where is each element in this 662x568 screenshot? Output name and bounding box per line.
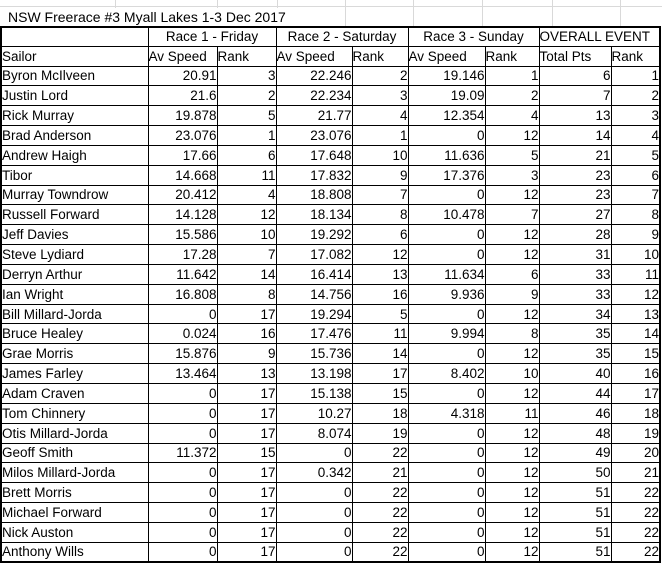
race3-rank-cell[interactable]: 12 <box>485 384 539 404</box>
sailor-column-header[interactable]: Sailor <box>1 46 148 66</box>
overall-rank-cell[interactable]: 22 <box>611 542 660 562</box>
race2-rank-cell[interactable]: 22 <box>352 443 408 463</box>
gridline-vertical <box>620 0 621 26</box>
race1-rank-cell[interactable]: 4 <box>217 185 276 205</box>
total-pts-cell[interactable]: 7 <box>539 86 611 106</box>
race2-rank-cell[interactable]: 2 <box>352 66 408 86</box>
total-pts-cell[interactable]: 23 <box>539 185 611 205</box>
total-pts-cell[interactable]: 21 <box>539 145 611 165</box>
race3-rank-cell[interactable]: 3 <box>485 165 539 185</box>
race1-rank-cell[interactable]: 17 <box>217 542 276 562</box>
race1-av-speed-header[interactable]: Av Speed <box>148 46 217 66</box>
gridline-horizontal <box>0 6 662 7</box>
race1-rank-cell[interactable]: 17 <box>217 503 276 523</box>
race1-rank-cell[interactable]: 17 <box>217 384 276 404</box>
race2-av-speed-cell[interactable]: 8.074 <box>276 423 352 443</box>
race1-av-speed-cell[interactable]: 0 <box>148 403 217 423</box>
table-row <box>1 304 660 324</box>
race2-av-speed-cell[interactable]: 15.736 <box>276 344 352 364</box>
gridline-vertical <box>413 0 414 26</box>
overall-rank-cell[interactable]: 21 <box>611 463 660 483</box>
overall-rank-cell[interactable]: 15 <box>611 344 660 364</box>
race2-av-speed-cell[interactable]: 21.77 <box>276 106 352 126</box>
overall-rank-cell[interactable]: 3 <box>611 106 660 126</box>
table-row <box>1 165 660 185</box>
race-header-row <box>1 27 660 46</box>
race2-av-speed-cell[interactable]: 23.076 <box>276 126 352 146</box>
overall-rank-cell[interactable]: 1 <box>611 66 660 86</box>
race1-av-speed-cell[interactable]: 15.876 <box>148 344 217 364</box>
race2-header-cell[interactable]: Race 2 - Saturday <box>276 27 408 46</box>
race2-rank-cell[interactable]: 14 <box>352 344 408 364</box>
total-pts-cell[interactable]: 31 <box>539 245 611 265</box>
race3-rank-cell[interactable]: 12 <box>485 463 539 483</box>
sailor-name-cell[interactable]: Tom Chinnery <box>1 403 148 423</box>
race2-rank-cell[interactable]: 1 <box>352 126 408 146</box>
race2-av-speed-cell[interactable]: 0 <box>276 542 352 562</box>
race1-av-speed-cell[interactable]: 20.91 <box>148 66 217 86</box>
race1-av-speed-cell[interactable]: 21.6 <box>148 86 217 106</box>
race3-av-speed-cell[interactable]: 0 <box>408 245 485 265</box>
race2-rank-cell[interactable]: 17 <box>352 364 408 384</box>
column-header-row <box>1 46 660 66</box>
overall-rank-cell[interactable]: 7 <box>611 185 660 205</box>
race2-av-speed-cell[interactable]: 0 <box>276 503 352 523</box>
race2-av-speed-cell[interactable]: 19.294 <box>276 304 352 324</box>
race1-av-speed-cell[interactable]: 17.66 <box>148 145 217 165</box>
total-pts-cell[interactable]: 44 <box>539 384 611 404</box>
race2-rank-cell[interactable]: 19 <box>352 423 408 443</box>
sailor-name-cell[interactable]: Nick Auston <box>1 522 148 542</box>
results-table <box>0 26 661 563</box>
total-pts-cell[interactable]: 51 <box>539 503 611 523</box>
sailor-name-cell[interactable]: Rick Murray <box>1 106 148 126</box>
overall-rank-cell[interactable]: 18 <box>611 403 660 423</box>
race3-rank-cell[interactable]: 11 <box>485 403 539 423</box>
total-pts-cell[interactable]: 51 <box>539 483 611 503</box>
race1-av-speed-cell[interactable]: 0 <box>148 463 217 483</box>
race2-rank-cell[interactable]: 22 <box>352 542 408 562</box>
race3-rank-cell[interactable]: 7 <box>485 205 539 225</box>
race3-rank-cell[interactable]: 12 <box>485 423 539 443</box>
race3-av-speed-cell[interactable]: 19.146 <box>408 66 485 86</box>
table-row <box>1 245 660 265</box>
total-pts-cell[interactable]: 40 <box>539 364 611 384</box>
race1-av-speed-cell[interactable]: 16.808 <box>148 284 217 304</box>
total-pts-cell[interactable]: 35 <box>539 344 611 364</box>
race3-rank-cell[interactable]: 2 <box>485 86 539 106</box>
table-row <box>1 86 660 106</box>
table-row <box>1 66 660 86</box>
race3-av-speed-cell[interactable]: 19.09 <box>408 86 485 106</box>
gridline-vertical <box>345 0 346 26</box>
race1-rank-cell[interactable]: 17 <box>217 463 276 483</box>
table-row <box>1 403 660 423</box>
race1-av-speed-cell[interactable]: 23.076 <box>148 126 217 146</box>
total-pts-cell[interactable]: 14 <box>539 126 611 146</box>
race3-rank-cell[interactable]: 1 <box>485 66 539 86</box>
race1-rank-cell[interactable]: 13 <box>217 364 276 384</box>
race3-av-speed-cell[interactable]: 9.994 <box>408 324 485 344</box>
race2-av-speed-cell[interactable]: 18.134 <box>276 205 352 225</box>
total-pts-cell[interactable]: 50 <box>539 463 611 483</box>
total-pts-cell[interactable]: 6 <box>539 66 611 86</box>
sailor-name-cell[interactable]: Grae Morris <box>1 344 148 364</box>
race1-rank-cell[interactable]: 16 <box>217 324 276 344</box>
race3-av-speed-cell[interactable]: 0 <box>408 126 485 146</box>
race3-av-speed-cell[interactable]: 0 <box>408 503 485 523</box>
race1-rank-cell[interactable]: 1 <box>217 126 276 146</box>
race1-av-speed-cell[interactable]: 0 <box>148 423 217 443</box>
overall-rank-cell[interactable]: 6 <box>611 165 660 185</box>
overall-rank-cell[interactable]: 8 <box>611 205 660 225</box>
race1-rank-cell[interactable]: 9 <box>217 344 276 364</box>
overall-rank-column-header[interactable]: Rank <box>611 46 660 66</box>
race1-av-speed-cell[interactable]: 17.28 <box>148 245 217 265</box>
overall-rank-cell[interactable]: 20 <box>611 443 660 463</box>
results-tbody <box>1 66 660 562</box>
race3-rank-cell[interactable]: 4 <box>485 106 539 126</box>
race1-header-cell[interactable]: Race 1 - Friday <box>148 27 276 46</box>
race2-av-speed-cell[interactable]: 18.808 <box>276 185 352 205</box>
table-row <box>1 126 660 146</box>
sailor-name-cell[interactable]: Justin Lord <box>1 86 148 106</box>
race1-av-speed-cell[interactable]: 19.878 <box>148 106 217 126</box>
sailor-name-cell[interactable]: Geoff Smith <box>1 443 148 463</box>
total-pts-cell[interactable]: 35 <box>539 324 611 344</box>
race1-av-speed-cell[interactable]: 11.372 <box>148 443 217 463</box>
race2-rank-cell[interactable]: 7 <box>352 185 408 205</box>
sailor-name-cell[interactable]: Brett Morris <box>1 483 148 503</box>
race2-rank-cell[interactable]: 9 <box>352 165 408 185</box>
sailor-name-cell[interactable]: Murray Towndrow <box>1 185 148 205</box>
race2-av-speed-cell[interactable]: 15.138 <box>276 384 352 404</box>
sailor-name-cell[interactable]: Andrew Haigh <box>1 145 148 165</box>
table-row <box>1 145 660 165</box>
race3-rank-cell[interactable]: 12 <box>485 542 539 562</box>
race2-rank-cell[interactable]: 8 <box>352 205 408 225</box>
sheet-title[interactable]: NSW Freerace #3 Myall Lakes 1-3 Dec 2017 <box>1 8 292 26</box>
table-row <box>1 503 660 523</box>
race2-av-speed-cell[interactable]: 17.832 <box>276 165 352 185</box>
race1-rank-header[interactable]: Rank <box>217 46 276 66</box>
race2-av-speed-cell[interactable]: 0 <box>276 522 352 542</box>
race1-rank-cell[interactable]: 17 <box>217 423 276 443</box>
race2-rank-cell[interactable]: 22 <box>352 522 408 542</box>
race3-av-speed-cell[interactable]: 0 <box>408 185 485 205</box>
race3-rank-cell[interactable]: 5 <box>485 145 539 165</box>
overall-rank-cell[interactable]: 19 <box>611 423 660 443</box>
race3-rank-cell[interactable]: 12 <box>485 245 539 265</box>
overall-rank-cell[interactable]: 10 <box>611 245 660 265</box>
race1-av-speed-cell[interactable]: 0 <box>148 384 217 404</box>
race3-rank-cell[interactable]: 10 <box>485 364 539 384</box>
race3-av-speed-cell[interactable]: 0 <box>408 463 485 483</box>
race3-av-speed-cell[interactable]: 0 <box>408 344 485 364</box>
table-row <box>1 443 660 463</box>
race3-rank-cell[interactable]: 12 <box>485 483 539 503</box>
race2-av-speed-cell[interactable]: 0.342 <box>276 463 352 483</box>
race1-av-speed-cell[interactable]: 13.464 <box>148 364 217 384</box>
race3-rank-cell[interactable]: 8 <box>485 324 539 344</box>
race2-rank-cell[interactable]: 3 <box>352 86 408 106</box>
table-row <box>1 463 660 483</box>
empty-corner-cell[interactable] <box>1 27 148 46</box>
race2-av-speed-cell[interactable]: 0 <box>276 443 352 463</box>
sailor-name-cell[interactable]: Russell Forward <box>1 205 148 225</box>
race3-av-speed-cell[interactable]: 11.634 <box>408 264 485 284</box>
race3-av-speed-cell[interactable]: 4.318 <box>408 403 485 423</box>
race3-av-speed-cell[interactable]: 10.478 <box>408 205 485 225</box>
race3-av-speed-cell[interactable]: 11.636 <box>408 145 485 165</box>
race3-av-speed-cell[interactable]: 17.376 <box>408 165 485 185</box>
race3-rank-cell[interactable]: 12 <box>485 225 539 245</box>
race2-av-speed-cell[interactable]: 17.648 <box>276 145 352 165</box>
race1-av-speed-cell[interactable]: 0.024 <box>148 324 217 344</box>
race3-rank-cell[interactable]: 9 <box>485 284 539 304</box>
race1-av-speed-cell[interactable]: 11.642 <box>148 264 217 284</box>
race1-av-speed-cell[interactable]: 0 <box>148 542 217 562</box>
gridline-vertical <box>482 0 483 26</box>
overall-event-header-cell[interactable]: OVERALL EVENT <box>539 27 660 46</box>
overall-rank-cell[interactable]: 17 <box>611 384 660 404</box>
total-pts-cell[interactable]: 23 <box>539 165 611 185</box>
race3-rank-cell[interactable]: 12 <box>485 503 539 523</box>
race1-rank-cell[interactable]: 7 <box>217 245 276 265</box>
sailor-name-cell[interactable]: Otis Millard-Jorda <box>1 423 148 443</box>
race2-av-speed-cell[interactable]: 13.198 <box>276 364 352 384</box>
table-row <box>1 364 660 384</box>
sailor-name-cell[interactable]: Byron McIlveen <box>1 66 148 86</box>
race1-rank-cell[interactable]: 8 <box>217 284 276 304</box>
overall-rank-cell[interactable]: 22 <box>611 522 660 542</box>
race2-rank-header[interactable]: Rank <box>352 46 408 66</box>
sailor-name-cell[interactable]: Michael Forward <box>1 503 148 523</box>
race2-av-speed-cell[interactable]: 17.082 <box>276 245 352 265</box>
race3-av-speed-cell[interactable]: 0 <box>408 225 485 245</box>
total-pts-cell[interactable]: 48 <box>539 423 611 443</box>
race1-rank-cell[interactable]: 17 <box>217 304 276 324</box>
sailor-name-cell[interactable]: Bill Millard-Jorda <box>1 304 148 324</box>
sailor-name-cell[interactable]: Anthony Wills <box>1 542 148 562</box>
gridline-vertical <box>552 0 553 26</box>
total-pts-cell[interactable]: 33 <box>539 284 611 304</box>
race2-av-speed-cell[interactable]: 0 <box>276 483 352 503</box>
race3-rank-cell[interactable]: 12 <box>485 185 539 205</box>
race3-rank-cell[interactable]: 12 <box>485 126 539 146</box>
table-row <box>1 185 660 205</box>
race3-rank-header[interactable]: Rank <box>485 46 539 66</box>
total-pts-cell[interactable]: 46 <box>539 403 611 423</box>
overall-rank-cell[interactable]: 12 <box>611 284 660 304</box>
race3-av-speed-cell[interactable]: 0 <box>408 304 485 324</box>
sailor-name-cell[interactable]: Brad Anderson <box>1 126 148 146</box>
race2-rank-cell[interactable]: 4 <box>352 106 408 126</box>
race3-rank-cell[interactable]: 12 <box>485 344 539 364</box>
total-pts-cell[interactable]: 34 <box>539 304 611 324</box>
sailor-name-cell[interactable]: Jeff Davies <box>1 225 148 245</box>
race2-rank-cell[interactable]: 22 <box>352 483 408 503</box>
table-row <box>1 264 660 284</box>
race3-av-speed-cell[interactable]: 0 <box>408 384 485 404</box>
overall-rank-cell[interactable]: 11 <box>611 264 660 284</box>
sailor-name-cell[interactable]: Bruce Healey <box>1 324 148 344</box>
race3-rank-cell[interactable]: 12 <box>485 304 539 324</box>
sailor-name-cell[interactable]: Tibor <box>1 165 148 185</box>
overall-rank-cell[interactable]: 14 <box>611 324 660 344</box>
race3-av-speed-cell[interactable]: 0 <box>408 483 485 503</box>
race2-rank-cell[interactable]: 5 <box>352 304 408 324</box>
race1-av-speed-cell[interactable]: 0 <box>148 483 217 503</box>
race2-rank-cell[interactable]: 21 <box>352 463 408 483</box>
race3-av-speed-cell[interactable]: 0 <box>408 443 485 463</box>
overall-rank-cell[interactable]: 13 <box>611 304 660 324</box>
race2-av-speed-cell[interactable]: 19.292 <box>276 225 352 245</box>
table-row <box>1 106 660 126</box>
total-pts-cell[interactable]: 51 <box>539 542 611 562</box>
overall-rank-cell[interactable]: 22 <box>611 483 660 503</box>
overall-rank-cell[interactable]: 4 <box>611 126 660 146</box>
sailor-name-cell[interactable]: Adam Craven <box>1 384 148 404</box>
race2-av-speed-cell[interactable]: 10.27 <box>276 403 352 423</box>
race2-rank-cell[interactable]: 15 <box>352 384 408 404</box>
race2-rank-cell[interactable]: 22 <box>352 503 408 523</box>
race2-rank-cell[interactable]: 18 <box>352 403 408 423</box>
race1-rank-cell[interactable]: 17 <box>217 522 276 542</box>
race3-av-speed-header[interactable]: Av Speed <box>408 46 485 66</box>
race1-av-speed-cell[interactable]: 0 <box>148 522 217 542</box>
sailor-name-cell[interactable]: James Farley <box>1 364 148 384</box>
race3-av-speed-cell[interactable]: 0 <box>408 522 485 542</box>
race1-rank-cell[interactable]: 6 <box>217 145 276 165</box>
table-row <box>1 284 660 304</box>
race3-av-speed-cell[interactable]: 8.402 <box>408 364 485 384</box>
race2-rank-cell[interactable]: 13 <box>352 264 408 284</box>
race2-av-speed-cell[interactable]: 14.756 <box>276 284 352 304</box>
race1-rank-cell[interactable]: 17 <box>217 483 276 503</box>
race3-rank-cell[interactable]: 6 <box>485 264 539 284</box>
race1-rank-cell[interactable]: 15 <box>217 443 276 463</box>
overall-rank-cell[interactable]: 5 <box>611 145 660 165</box>
race1-rank-cell[interactable]: 2 <box>217 86 276 106</box>
race2-rank-cell[interactable]: 10 <box>352 145 408 165</box>
race2-rank-cell[interactable]: 16 <box>352 284 408 304</box>
race3-av-speed-cell[interactable]: 12.354 <box>408 106 485 126</box>
total-pts-cell[interactable]: 51 <box>539 522 611 542</box>
overall-rank-cell[interactable]: 9 <box>611 225 660 245</box>
sailor-name-cell[interactable]: Ian Wright <box>1 284 148 304</box>
table-row <box>1 384 660 404</box>
total-pts-cell[interactable]: 13 <box>539 106 611 126</box>
race1-rank-cell[interactable]: 14 <box>217 264 276 284</box>
race1-av-speed-cell[interactable]: 0 <box>148 503 217 523</box>
total-pts-cell[interactable]: 27 <box>539 205 611 225</box>
race1-rank-cell[interactable]: 10 <box>217 225 276 245</box>
race1-rank-cell[interactable]: 12 <box>217 205 276 225</box>
race3-av-speed-cell[interactable]: 0 <box>408 423 485 443</box>
race3-av-speed-cell[interactable]: 0 <box>408 542 485 562</box>
race1-rank-cell[interactable]: 11 <box>217 165 276 185</box>
race1-av-speed-cell[interactable]: 0 <box>148 304 217 324</box>
sailor-name-cell[interactable]: Milos Millard-Jorda <box>1 463 148 483</box>
race1-rank-cell[interactable]: 17 <box>217 403 276 423</box>
table-row <box>1 483 660 503</box>
overall-rank-cell[interactable]: 2 <box>611 86 660 106</box>
race3-rank-cell[interactable]: 12 <box>485 443 539 463</box>
table-row <box>1 205 660 225</box>
total-pts-cell[interactable]: 28 <box>539 225 611 245</box>
table-row <box>1 344 660 364</box>
sailor-name-cell[interactable]: Steve Lydiard <box>1 245 148 265</box>
race2-av-speed-header[interactable]: Av Speed <box>276 46 352 66</box>
race3-rank-cell[interactable]: 12 <box>485 522 539 542</box>
race1-av-speed-cell[interactable]: 14.128 <box>148 205 217 225</box>
overall-rank-cell[interactable]: 16 <box>611 364 660 384</box>
race1-av-speed-cell[interactable]: 15.586 <box>148 225 217 245</box>
race2-av-speed-cell[interactable]: 17.476 <box>276 324 352 344</box>
race1-av-speed-cell[interactable]: 20.412 <box>148 185 217 205</box>
race1-rank-cell[interactable]: 3 <box>217 66 276 86</box>
race2-av-speed-cell[interactable]: 22.246 <box>276 66 352 86</box>
table-row <box>1 324 660 344</box>
total-pts-cell[interactable]: 49 <box>539 443 611 463</box>
overall-rank-cell[interactable]: 22 <box>611 503 660 523</box>
race2-rank-cell[interactable]: 6 <box>352 225 408 245</box>
race2-av-speed-cell[interactable]: 16.414 <box>276 264 352 284</box>
race1-rank-cell[interactable]: 5 <box>217 106 276 126</box>
race3-av-speed-cell[interactable]: 9.936 <box>408 284 485 304</box>
table-row <box>1 423 660 443</box>
race2-rank-cell[interactable]: 12 <box>352 245 408 265</box>
race3-header-cell[interactable]: Race 3 - Sunday <box>408 27 539 46</box>
race2-rank-cell[interactable]: 11 <box>352 324 408 344</box>
total-pts-column-header[interactable]: Total Pts <box>539 46 611 66</box>
total-pts-cell[interactable]: 33 <box>539 264 611 284</box>
table-row <box>1 225 660 245</box>
table-row <box>1 542 660 562</box>
race1-av-speed-cell[interactable]: 14.668 <box>148 165 217 185</box>
race2-av-speed-cell[interactable]: 22.234 <box>276 86 352 106</box>
table-row <box>1 522 660 542</box>
sailor-name-cell[interactable]: Derryn Arthur <box>1 264 148 284</box>
